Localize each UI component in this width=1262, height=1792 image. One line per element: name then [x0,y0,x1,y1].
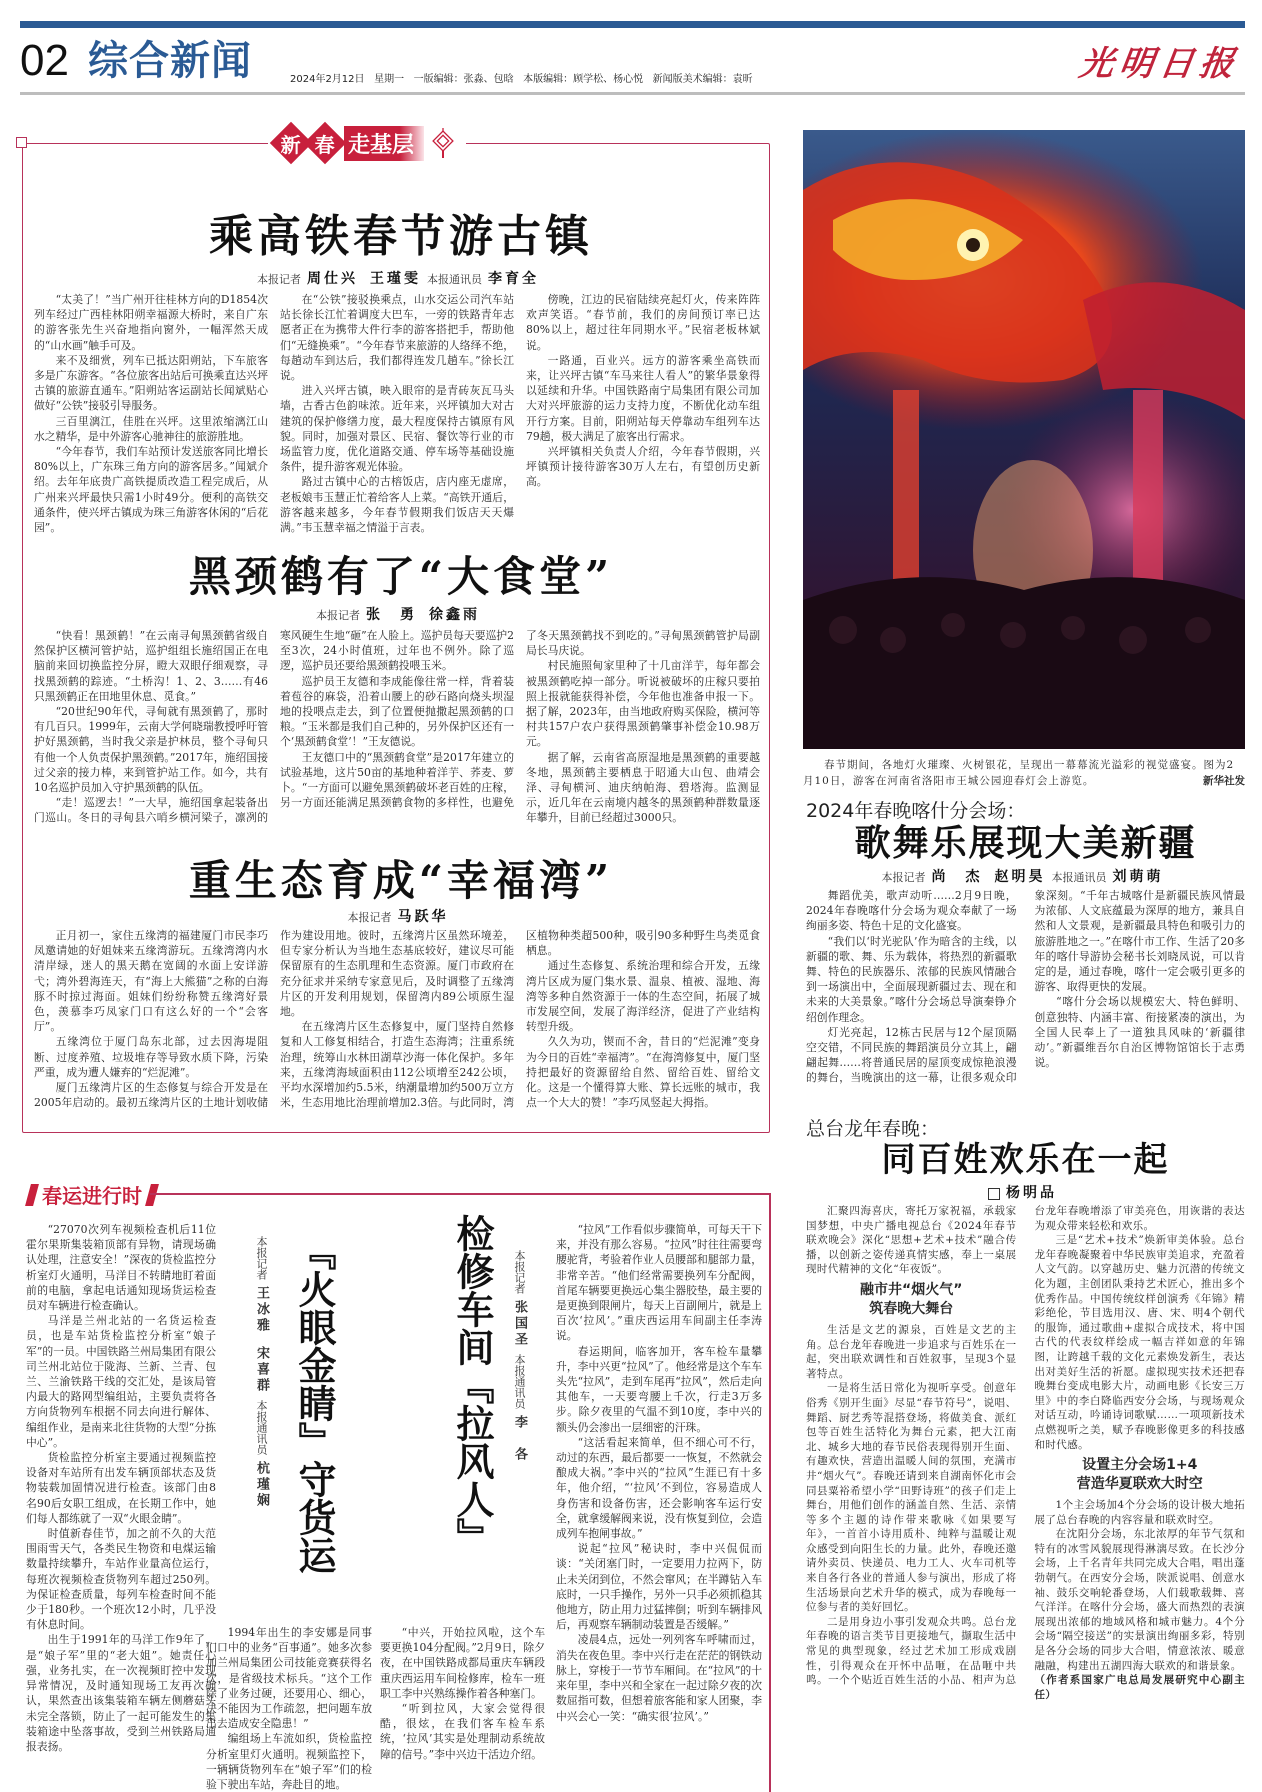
article-byline: 杨明品 [806,1182,1245,1202]
slash-mark [145,1184,159,1206]
article-body: “27070次列车视频检查机后11位霍尔果斯集装箱顶部有异物，请现场确认处理，注意安全！”深夜的货检监控分析室灯火通明，马洋目不转睛地盯着面前的电脑，拿起电话通知现场货运检查员对车辆进行检查确认。 马洋是兰州北站的一名货运检查员，也是车站货检监控分析室“娘子军”的一员。中国铁路兰州局集团有限公司兰州北站位于陇海、兰新、兰青、包兰、兰渝铁路干线的交汇处，是该局管内最大的路网型编组站，主要负责将各方向货物列车根据不同去向进行解体、编组作业，是南来北往货物的大型“分拣中心”。 货检监控分析室主要通过视频监控设备对车站所有出发车辆顶部状态及货物装载加固情况进行检查。该部门由8名90后女职工组成，在长期工作中，她们每人都练就了一双“火眼金睛”。 时值新春佳节，加之前不久的大范围雨雪天气，各类民生物资和电煤运输数量持续攀升，车站作业量高位运行，每班次视频检查货物列车超过250列。为保证检查质量，每列车检查时间不能少于180秒。一个班次12小时，几乎没有休息时间。 出生于1991年的马洋工作9年了，是“娘子军”里的“老大姐”。她责任心强，业务扎实，在一次视频盯控中发现异常情况，及时通知现场工友再次确认，果然查出该集装箱车辆左侧蘑菇头未完全落锁，防止了一起可能发生的集装箱途中坠落事故，受到兰州铁路局通报表扬。 [26,1223,216,1753]
article-title: 歌舞乐展现大美新疆 [854,822,1197,864]
column-banner [268,124,466,162]
article-body: 1994年出生的李安娜是同事们口中的业务“百事通”。她多次参加兰州局集团公司技能竞赛获得名次，是省级技术标兵。“这个工作除了业务过硬，还要用心、细心，决不能因为工作疏忽，把问题车放出去造成安全隐患！” 编组场上车流如织，货检监控分析室里灯火通明。视频监控下，一辆辆货物列车在“娘子军”们的检验下驶出车站，奔赴目的地。 [206,1626,372,1792]
article-title: 重生态育成“幸福湾” [188,856,614,905]
banner-text: 走基层 [344,126,424,161]
article-body: “中兴，开始拉风啦，这个车要更换104分配阀。”2月9日，除夕夜，在中国铁路成都局重庆车辆段重庆西运用车间检修库，检车一班职工李中兴熟练操作着各种塞门。 “听到拉风，大家会觉得很酷，很炫，在我们客车检车系统，‘拉风’其实是处理制动系统故障的信号。”李中兴边干活边介绍。 [380,1626,545,1761]
header-bar [20,21,1245,28]
subheading: 设置主分会场1+4 营造华夏联欢大时空 [1076,1457,1203,1493]
article-byline: 本报记者 张 勇 徐鑫雨 [316,607,480,623]
banner-diamond: 春 [304,122,346,164]
article-title: 检修车间『拉风人』 [450,1214,495,1556]
section-header: 春运进行时 [22,1180,162,1209]
article-kicker: 总台龙年春晚： [806,1118,940,1140]
page-number: 02 [20,36,69,85]
author-note: （作者系国家广电总局发展研究中心副主任） [1034,1674,1245,1701]
article-byline: 本报记者张国圣本报通讯员李 各 [512,1250,527,1463]
square-marker-icon [988,1188,1000,1200]
article-byline: 本报记者 马跃华 [347,909,449,925]
section-rule [769,1193,771,1792]
article-kicker: 2024年春晚喀什分会场： [806,800,1026,822]
article-body: 舞蹈优美，歌声动听……2月9日晚，2024年春晚喀什分会场为观众奉献了一场绚丽多姿、特色十足的文化盛宴。 “我们以‘时光驼队’作为暗含的主线，以新疆的歌、舞、乐为载体，将热烈的新疆歌舞、特色的民族器乐、浓郁的民族风情融合到一场演出中，全面展现新疆过去、现在和未来的大美景象。”喀什分会场总导演秦铮介绍创作理念。 灯光亮起，12栋古民居与12个屋顶隔空交错，不同民族的舞蹈演员分立其上，翩翩起舞……将普通民居的屋顶变成惊艳浪漫的舞台，当晚演出的这一幕，让很多观众印象深刻。“千年古城喀什是新疆民族风情最为浓郁、人文底蕴最为深厚的地方，兼具自然和人文景观，是新疆最具特色和吸引力的旅游胜地之一。”在喀什市工作、生活了20多年的喀什导游协会秘书长刘晓凤说，可以肯定的是，通过春晚，喀什一定会吸引更多的游客、取得更快的发展。 “喀什分会场以规模宏大、特色鲜明、创意独特、内涵丰富、衔接紧凑的演出，为全国人民奉上了一道独具风味的‘新疆律动’。”新疆维吾尔自治区博物馆馆长于志勇说。 [806,889,1245,1085]
dragon-lantern-image [803,130,1245,749]
issue-meta: 2024年2月12日 星期一 一版编辑：张淼、包晗 本版编辑：顾学松、杨心悦 新闻版美术编辑：袁昕 [290,74,753,85]
article-body: “拉风”工作看似步骤简单，可每天干下来，并没有那么容易。“拉风”时往往需要弯腰驼背，考验着作业人员腰部和腿部力量，非常辛苦。“他们经常需要换列车分配阀，首尾车辆要更换远心集尘器胶垫，最主要的是更换到限闸片，每天上百副闸片，就是上百次‘拉风’。”重庆西运用车间副主任李涛说。 春运期间，临客加开，客车检车量攀升，李中兴更“拉风”了。他经常是这个车车头先“拉风”，走到车尾再“拉风”，然后走向其他车，一天要弯腰上千次，行走3万多步。除夕夜里的气温不到10度，李中兴的额头仍会渗出一层细密的汗珠。 “这活看起来简单，但不细心可不行，动过的东西，最后都要一一恢复，不然就会酿成大祸。”李中兴的“拉风”生涯已有十多年，他介绍，“‘拉风’不到位，容易造成人身伤害和设备伤害，还会影响客车运行安全，就拿缓解阀来说，没有恢复到位，会造成列车抱闸事故。” 说起“拉风”秘诀时，李中兴侃侃而谈：“关闭塞门时，一定要用力拉两下，防止未关闭到位，不然会窜风；在半蹲钻入车底时，一只手操作，另外一只手必须抓稳其他地方，防止用力过猛摔倒；听到车辆排风后，再观察车辆制动装置是否缓解。” 凌晨4点，远处一列列客车呼啸而过，消失在夜色里。李中兴行走在茫茫的钢铁动脉上，穿梭于一节节车厢间。在“拉风”的十来年里，李中兴和全家在一起过除夕夜的次数屈指可数，但想着旅客能和家人团聚，李中兴会心一笑：“确实很‘拉风’。” [556,1223,762,1723]
article-body: “快看！黑颈鹤！”在云南寻甸黑颈鹤省级自然保护区横河管护站，巡护组组长施绍国正在电脑前来回切换监控分屏，瞪大双眼仔细观察，寻找黑颈鹤的踪迹。“土桥沟！1、2、3……有46只黑颈鹤正在田地里休息、觅食。” “20世纪90年代，寻甸就有黑颈鹤了，那时有几百只。1999年，云南大学何晓瑞教授呼吁管护好黑颈鹤，当时我父亲是护林员，整个寻甸只有他一个人负责保护黑颈鹤。”2017年，施绍国接过父亲的接力棒，来到管护站工作。如今，共有10名巡护员加入守护黑颈鹤的队伍。 “走！巡逻去！”一大早，施绍国拿起装备出门巡山。冬日的寻甸县六哨乡横河梁子，凛冽的寒风硬生生地“砸”在人脸上。巡护员每天要巡护2至3次，24小时值班，过年也不例外。除了巡逻，巡护员还要给黑颈鹤投喂玉米。 巡护员王友德和李成能像往常一样，背着装着苞谷的麻袋，沿着山腰上的砂石路向烧头坝湿地的投喂点走去，到了位置便抛撒起黑颈鹤的口粮。“玉米都是我们自己种的，另外保护区还有一个‘黑颈鹤食堂’！”王友德说。 王友德口中的“黑颈鹤食堂”是2017年建立的试验基地，这片50亩的基地种着洋芋、荞麦、萝卜。“一方面可以避免黑颈鹤破坏老百姓的庄稼，另一方面还能满足黑颈鹤食物的多样性，也避免了冬天黑颈鹤找不到吃的。”寻甸黑颈鹤管护局副局长马庆说。 村民施照甸家里种了十几亩洋芋，每年都会被黑颈鹤吃掉一部分。听说被破坏的庄稼只要拍照上报就能获得补偿，今年他也准备申报一下。据了解，2023年，由当地政府购买保险，横河等村共157户农户获得黑颈鹤肇事补偿金10.98万元。 据了解，云南省高原湿地是黑颈鹤的重要越冬地，黑颈鹤主要栖息于昭通大山包、曲靖会泽、寻甸横河、迪庆纳帕海、碧塔海。监测显示，近几年在云南境内越冬的黑颈鹤种群数量逐年攀升，目前已经超过3000只。 [34,629,760,825]
article-title: 『火眼金睛』守货运 [292,1232,337,1574]
article-body: 正月初一，家住五缘湾的福建厦门市民李巧凤邀请她的好姐妹来五缘湾游玩。五缘湾湾内水清岸绿，迷人的黑天鹅在宽阔的水面上安详游弋；湾外碧海连天，有“海上大熊猫”之称的白海豚不时掠过海面。姐妹们纷纷称赞五缘湾好景色，羡慕李巧凤家门口有这么好的一个“会客厅”。 五缘湾位于厦门岛东北部，过去因海堤阻断、过度养殖、垃圾堆存等导致水质下降，污染严重，成为遭人嫌弃的“烂泥滩”。 厦门五缘湾片区的生态修复与综合开发是在2005年启动的。最初五缘湾片区的土地计划收储作为建设用地。彼时，五缘湾片区虽然环境差，但专家分析认为当地生态基底较好，建议尽可能保留原有的生态肌理和生态资源。厦门市政府在充分征求并采纳专家意见后，及时调整了五缘湾片区的开发利用规划，保留湾内89公顷原生湿地。 在五缘湾片区生态修复中，厦门坚持自然修复和人工修复相结合，打造生态海湾；注重系统治理，统筹山水林田湖草沙海一体化保护。多年来，五缘湾海域面积由112公顷增至242公顷，平均水深增加约5.5米，纳潮量增加约500万立方米，生态用地比治理前增加2.3倍。与此同时，湾区植物种类超500种，吸引90多种野生鸟类觅食栖息。 通过生态修复、系统治理和综合开发，五缘湾片区成为厦门集水景、温泉、植被、湿地、海湾等多种自然资源于一体的生态空间，拓展了城市发展空间，发展了海洋经济，促进了产业结构转型升级。 久久为功，锲而不舍，昔日的“烂泥滩”变身为今日的百姓“幸福湾”。“在海湾修复中，厦门坚持把最好的资源留给自然、留给百姓、留给文化。这是一个懂得算大账、算长远账的城市，我点一个大大的赞！”李巧凤竖起大拇指。 [34,929,760,1110]
article-title: 黑颈鹤有了“大食堂” [188,552,614,601]
article-byline: 本报记者 尚 杰 赵明昊 本报通讯员 刘萌萌 [881,869,1164,885]
article-title: 乘高铁春节游古镇 [209,211,593,262]
photo-caption: 春节期间，各地灯火璀璨、火树银花，呈现出一幕幕流光溢彩的视觉盛宴。图为2月10日，游客在河南省洛阳市王城公园迎春灯会上游览。 新华社发 [803,759,1245,787]
lantern-festival-photo [803,130,1245,749]
section-rule [150,1193,770,1195]
subheading: 融市井“烟火气” 筑春晚大舞台 [860,1281,963,1317]
article-byline: 本报记者王冰雅宋喜群本报通讯员杭瑾娴 [254,1236,269,1509]
article-body: “太美了！”当广州开往桂林方向的D1854次列车经过广西桂林阳朔幸福源大桥时，来自广东的游客张先生兴奋地指向窗外，一幅浑然天成的“山水画”触手可及。 来不及细赏，列车已抵达阳朔站，下车旅客多是广东游客。“各位旅客出站后可换乘直达兴坪古镇的旅游直通车。”阳朔站客运副站长闻斌贴心做好“公铁”接驳引导服务。 三百里漓江，佳胜在兴坪。这里浓缩漓江山水之精华，是中外游客心驰神往的旅游胜地。 “今年春节，我们车站预计发送旅客同比增长80%以上，广东珠三角方向的游客居多。”闻斌介绍。去年年底贵广高铁提质改造工程完成后，从广州来兴坪最快只需1小时49分。便利的高铁交通条件，使兴坪古镇成为珠三角游客休闲的“后花园”。 在“公铁”接驳换乘点，山水交运公司汽车站站长徐长江忙着调度大巴车，一旁的铁路青年志愿者正在为携带大件行李的游客搭把手，帮助他们“无缝换乘”。“今年春节来旅游的人络绎不绝，每趟动车到达后，我们都得连发几趟车。”徐长江说。 进入兴坪古镇，映入眼帘的是青砖灰瓦马头墙，古香古色韵味浓。近年来，兴坪镇加大对古建筑的保护修缮力度，最大程度保持古镇原有风貌。同时，加强对景区、民宿、餐饮等行业的市场监管力度，优化道路交通、停车场等基础设施条件，提升游客观光体验。 路过古镇中心的古榕饭店，店内座无虚席，老板娘韦玉慧正忙着给客人上菜。“高铁开通后，游客越来越多，今年春节假期我们饭店天天爆满。”韦玉慧幸福之情溢于言表。 傍晚，江边的民宿陆续亮起灯火，传来阵阵欢声笑语。“春节前，我们的房间预订率已达80%以上，超过往年同期水平。”民宿老板林斌说。 一路通，百业兴。远方的游客乘坐高铁而来，让兴坪古镇“车马来往人看人”的繁华景象得以延续和升华。中国铁路南宁局集团有限公司加大对兴坪旅游的运力支持力度，不断优化动车组开行方案。目前，阳朔站每天停靠动车组列车达79趟，极大满足了旅客出行需求。 兴坪镇相关负责人介绍，今年春节假期，兴坪镇预计接待游客30万人左右，有望创历史新高。 [34,293,760,535]
header-rule [20,92,1245,95]
photo-credit: 新华社发 [1203,775,1245,787]
article-body: 汇聚四海喜庆，寄托万家祝福，承载家国梦想，中央广播电视总台《2024年春节联欢晚会》深化“思想+艺术+技术”融合传播，以创新之姿传递真情实感，奉上一桌展现时代精神的文化“年夜饭”。 融市井“烟火气” 筑春晚大舞台 生活是文艺的源泉，百姓是文艺的主角。总台龙年春晚进一步追求与百姓乐在一起，突出联欢调性和百姓叙事，呈现3个显著特点。 一是将生活日常化为视听享受。创意年俗秀《别开生面》尽显“春节符号”，说唱、舞蹈、厨艺秀等混搭登场，将做美食、派红包等百姓生活特化为舞台元素，把大江南北、城乡大地的春节民俗表现得别开生面、有趣欢快，营造出温暖人间的氛围，充满市井“烟火气”。春晚还请到来自湖南怀化市会同县粟裕希望小学“田野诗班”的孩子们走上舞台，用他们创作的涵盖自然、生活、亲情等多个主题的诗作带来歌咏《如果要写年》，一首首小诗用质朴、纯粹与温暖让观众感受到向阳生长的力量。此外，春晚还邀请外卖员、快递员、电力工人、火车司机等来自各行各业的普通人参与演出，形成了将生活场景向艺术升华的模式，成为春晚每一位参与者的美好回忆。 二是用身边小事引发观众共鸣。总台龙年春晚的语言类节目更接地气，撷取生活中常见的典型现象，经过艺术加工形成戏剧性，引得观众在开怀中品咂，在品咂中共鸣。一个个贴近百姓生活的小品、相声为总台龙年春晚增添了审美亮色，用诙谐的表达为观众带来轻松和欢乐。 三是“艺术+技术”焕新审美体验。总台龙年春晚凝聚着中华民族审美追求，充盈着人文气韵。以穿越历史、魅力沉潜的传统文化为题，主创团队秉持艺术匠心，推出多个优秀作品。中国传统纹样创演秀《年锦》精彩绝伦，节目选用汉、唐、宋、明4个朝代的服饰，通过歌曲+虚拟合成技术，将中国古代的代表纹样绘成一幅吉祥如意的年锦图，让跨越千载的文化元素焕发新生，表达出对美好生活的祈愿。虚拟现实技术还把春晚舞台变成电影大片，动画电影《长安三万里》中的李白降临西安分会场，与现场观众对话互动，吟诵诗词歌赋……一项项新技术点燃视听之美，赋予春晚影像更多的科技感和时代感。 设置主分会场1+4 营造华夏联欢大时空 1个主会场加4个分会场的设计极大地拓展了总台春晚的内容容量和联欢时空。 在沈阳分会场，东北浓厚的年节气氛和特有的冰雪风貌展现得淋漓尽致。在长沙分会场，上千名青年共同完成大合唱，唱出蓬勃朝气。在西安分会场，陕派说唱、创意水袖、鼓乐交响轮番登场，人们载歌载舞、喜气洋洋。在喀什分会场，盛大而热烈的表演展现出浓郁的地域风格和城市魅力。4个分会场“隔空接送”的实景演出绚丽多彩，特别是各分会场的同步大合唱，情意浓浓、暖意融融，构建出五湖四海大联欢的和谐景象。 （作者系国家广电总局发展研究中心副主任） [806,1205,1245,1701]
article-byline: 本报记者 周仕兴 王瑾雯 本报通讯员 李育全 [257,271,539,287]
article-title: 同百姓欢乐在一起 [881,1140,1170,1180]
slash-mark [25,1184,39,1206]
banner-diamond: 新 [270,122,312,164]
section-title: 综合新闻 [88,38,252,84]
masthead-logo: 光明日报 [1076,44,1243,84]
chinese-knot-icon [428,128,458,158]
